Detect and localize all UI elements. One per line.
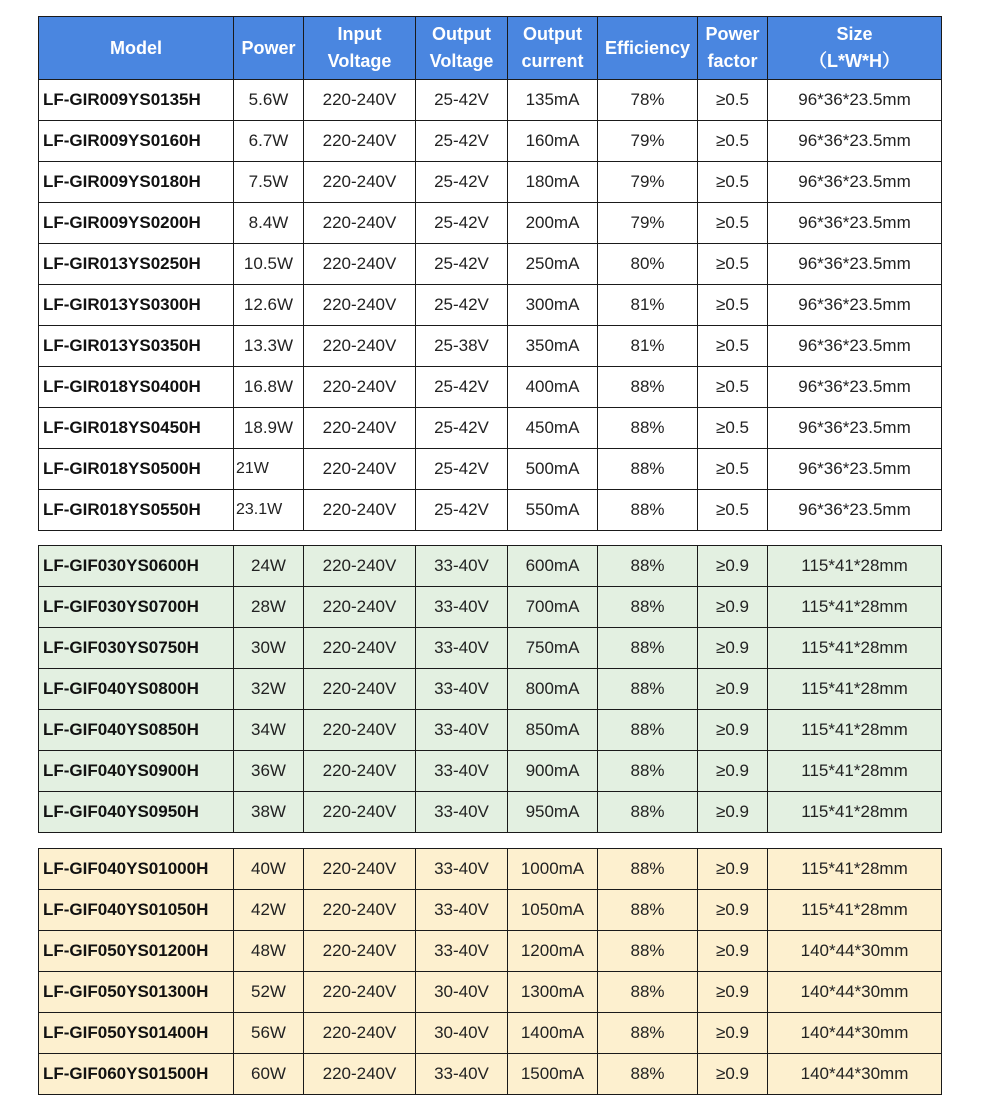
output-voltage-cell: 25-42V (416, 408, 508, 449)
power-factor-cell: ≥0.5 (698, 121, 768, 162)
output-voltage-cell: 33-40V (416, 792, 508, 833)
header-size: Size （L*W*H） (768, 17, 942, 80)
output-voltage-cell: 30-40V (416, 972, 508, 1013)
table-row (39, 203, 942, 244)
power-cell: 42W (234, 890, 304, 931)
size-cell: 96*36*23.5mm (768, 203, 942, 244)
input-voltage-cell: 220-240V (304, 80, 416, 121)
output-current-cell: 450mA (508, 408, 598, 449)
model-cell: LF-GIF030YS0600H (39, 546, 234, 587)
power-cell: 16.8W (234, 367, 304, 408)
input-voltage-cell: 220-240V (304, 792, 416, 833)
output-voltage-cell: 33-40V (416, 628, 508, 669)
efficiency-cell: 88% (598, 669, 698, 710)
input-voltage-cell: 220-240V (304, 121, 416, 162)
efficiency-cell: 88% (598, 972, 698, 1013)
efficiency-cell: 88% (598, 792, 698, 833)
table-row (39, 890, 942, 931)
model-cell: LF-GIF030YS0750H (39, 628, 234, 669)
output-current-cell: 550mA (508, 490, 598, 531)
model-cell: LF-GIR013YS0350H (39, 326, 234, 367)
header-output-voltage: Output Voltage (416, 17, 508, 80)
size-cell: 115*41*28mm (768, 890, 942, 931)
output-voltage-cell: 25-42V (416, 367, 508, 408)
table-row (39, 162, 942, 203)
table-row (39, 490, 942, 531)
model-cell: LF-GIR018YS0500H (39, 449, 234, 490)
model-cell: LF-GIF060YS01500H (39, 1054, 234, 1095)
size-cell: 115*41*28mm (768, 628, 942, 669)
output-voltage-cell: 33-40V (416, 587, 508, 628)
output-current-cell: 300mA (508, 285, 598, 326)
output-voltage-cell: 33-40V (416, 669, 508, 710)
output-current-cell: 750mA (508, 628, 598, 669)
output-voltage-cell: 25-42V (416, 490, 508, 531)
power-cell: 34W (234, 710, 304, 751)
header-input-voltage: Input Voltage (304, 17, 416, 80)
power-cell: 52W (234, 972, 304, 1013)
input-voltage-cell: 220-240V (304, 244, 416, 285)
model-cell: LF-GIF030YS0700H (39, 587, 234, 628)
table-row (39, 80, 942, 121)
size-cell: 96*36*23.5mm (768, 80, 942, 121)
table-row (39, 121, 942, 162)
header-power: Power (234, 17, 304, 80)
input-voltage-cell: 220-240V (304, 751, 416, 792)
power-factor-cell: ≥0.9 (698, 751, 768, 792)
size-cell: 115*41*28mm (768, 751, 942, 792)
output-voltage-cell: 33-40V (416, 931, 508, 972)
input-voltage-cell: 220-240V (304, 162, 416, 203)
model-cell: LF-GIF040YS0950H (39, 792, 234, 833)
efficiency-cell: 79% (598, 121, 698, 162)
efficiency-cell: 81% (598, 285, 698, 326)
efficiency-cell: 88% (598, 931, 698, 972)
output-voltage-cell: 25-42V (416, 285, 508, 326)
output-current-cell: 160mA (508, 121, 598, 162)
input-voltage-cell: 220-240V (304, 710, 416, 751)
power-cell: 48W (234, 931, 304, 972)
power-factor-cell: ≥0.5 (698, 162, 768, 203)
size-cell: 115*41*28mm (768, 587, 942, 628)
size-cell: 115*41*28mm (768, 710, 942, 751)
table-row (39, 628, 942, 669)
model-cell: LF-GIF040YS0800H (39, 669, 234, 710)
table-row (39, 669, 942, 710)
output-voltage-cell: 33-40V (416, 890, 508, 931)
input-voltage-cell: 220-240V (304, 490, 416, 531)
power-factor-cell: ≥0.9 (698, 931, 768, 972)
input-voltage-cell: 220-240V (304, 285, 416, 326)
power-factor-cell: ≥0.5 (698, 490, 768, 531)
efficiency-cell: 80% (598, 244, 698, 285)
output-voltage-cell: 33-40V (416, 1054, 508, 1095)
output-current-cell: 850mA (508, 710, 598, 751)
efficiency-cell: 88% (598, 1054, 698, 1095)
output-voltage-cell: 25-42V (416, 203, 508, 244)
size-cell: 140*44*30mm (768, 1013, 942, 1054)
output-current-cell: 200mA (508, 203, 598, 244)
efficiency-cell: 88% (598, 546, 698, 587)
table-row (39, 931, 942, 972)
model-cell: LF-GIF040YS0900H (39, 751, 234, 792)
power-cell: 18.9W (234, 408, 304, 449)
power-cell: 5.6W (234, 80, 304, 121)
spec-table-group-3 (38, 848, 942, 1095)
power-cell: 21W (234, 449, 304, 490)
size-cell: 96*36*23.5mm (768, 326, 942, 367)
output-current-cell: 900mA (508, 751, 598, 792)
size-cell: 115*41*28mm (768, 792, 942, 833)
efficiency-cell: 88% (598, 587, 698, 628)
table-row (39, 751, 942, 792)
input-voltage-cell: 220-240V (304, 890, 416, 931)
output-current-cell: 1200mA (508, 931, 598, 972)
output-current-cell: 350mA (508, 326, 598, 367)
model-cell: LF-GIR009YS0135H (39, 80, 234, 121)
table-row (39, 1054, 942, 1095)
efficiency-cell: 88% (598, 490, 698, 531)
header-output-current: Output current (508, 17, 598, 80)
table-row (39, 1013, 942, 1054)
power-factor-cell: ≥0.9 (698, 972, 768, 1013)
output-voltage-cell: 33-40V (416, 751, 508, 792)
input-voltage-cell: 220-240V (304, 326, 416, 367)
input-voltage-cell: 220-240V (304, 587, 416, 628)
size-cell: 115*41*28mm (768, 546, 942, 587)
output-current-cell: 1050mA (508, 890, 598, 931)
power-cell: 56W (234, 1013, 304, 1054)
output-current-cell: 800mA (508, 669, 598, 710)
power-cell: 23.1W (234, 490, 304, 531)
power-factor-cell: ≥0.5 (698, 367, 768, 408)
size-cell: 96*36*23.5mm (768, 285, 942, 326)
table-row (39, 408, 942, 449)
size-cell: 96*36*23.5mm (768, 121, 942, 162)
efficiency-cell: 88% (598, 710, 698, 751)
size-cell: 96*36*23.5mm (768, 244, 942, 285)
table-row (39, 972, 942, 1013)
table-row (39, 849, 942, 890)
output-voltage-cell: 30-40V (416, 1013, 508, 1054)
output-voltage-cell: 25-42V (416, 449, 508, 490)
output-current-cell: 400mA (508, 367, 598, 408)
power-factor-cell: ≥0.5 (698, 326, 768, 367)
power-factor-cell: ≥0.5 (698, 449, 768, 490)
table-row (39, 710, 942, 751)
input-voltage-cell: 220-240V (304, 972, 416, 1013)
power-factor-cell: ≥0.5 (698, 285, 768, 326)
table-row (39, 244, 942, 285)
output-voltage-cell: 25-38V (416, 326, 508, 367)
efficiency-cell: 88% (598, 849, 698, 890)
input-voltage-cell: 220-240V (304, 408, 416, 449)
model-cell: LF-GIF040YS01000H (39, 849, 234, 890)
size-cell: 96*36*23.5mm (768, 367, 942, 408)
efficiency-cell: 88% (598, 751, 698, 792)
output-voltage-cell: 33-40V (416, 546, 508, 587)
power-factor-cell: ≥0.9 (698, 710, 768, 751)
model-cell: LF-GIF040YS0850H (39, 710, 234, 751)
model-cell: LF-GIR018YS0550H (39, 490, 234, 531)
output-current-cell: 1500mA (508, 1054, 598, 1095)
size-cell: 140*44*30mm (768, 931, 942, 972)
power-cell: 10.5W (234, 244, 304, 285)
input-voltage-cell: 220-240V (304, 546, 416, 587)
size-cell: 115*41*28mm (768, 849, 942, 890)
size-cell: 96*36*23.5mm (768, 162, 942, 203)
power-cell: 40W (234, 849, 304, 890)
output-voltage-cell: 25-42V (416, 80, 508, 121)
size-cell: 96*36*23.5mm (768, 490, 942, 531)
header-power-factor: Power factor (698, 17, 768, 80)
table-row (39, 326, 942, 367)
power-cell: 60W (234, 1054, 304, 1095)
input-voltage-cell: 220-240V (304, 449, 416, 490)
size-cell: 115*41*28mm (768, 669, 942, 710)
model-cell: LF-GIR009YS0180H (39, 162, 234, 203)
efficiency-cell: 79% (598, 162, 698, 203)
power-factor-cell: ≥0.5 (698, 408, 768, 449)
power-factor-cell: ≥0.5 (698, 244, 768, 285)
power-factor-cell: ≥0.9 (698, 1013, 768, 1054)
power-factor-cell: ≥0.9 (698, 849, 768, 890)
model-cell: LF-GIF040YS01050H (39, 890, 234, 931)
output-voltage-cell: 25-42V (416, 244, 508, 285)
input-voltage-cell: 220-240V (304, 203, 416, 244)
model-cell: LF-GIR018YS0450H (39, 408, 234, 449)
efficiency-cell: 88% (598, 408, 698, 449)
output-voltage-cell: 33-40V (416, 710, 508, 751)
power-cell: 7.5W (234, 162, 304, 203)
output-voltage-cell: 25-42V (416, 162, 508, 203)
efficiency-cell: 88% (598, 367, 698, 408)
power-cell: 32W (234, 669, 304, 710)
model-cell: LF-GIR013YS0250H (39, 244, 234, 285)
power-factor-cell: ≥0.9 (698, 546, 768, 587)
power-factor-cell: ≥0.9 (698, 628, 768, 669)
power-cell: 38W (234, 792, 304, 833)
input-voltage-cell: 220-240V (304, 849, 416, 890)
power-cell: 36W (234, 751, 304, 792)
efficiency-cell: 88% (598, 628, 698, 669)
efficiency-cell: 78% (598, 80, 698, 121)
input-voltage-cell: 220-240V (304, 1013, 416, 1054)
power-cell: 28W (234, 587, 304, 628)
power-factor-cell: ≥0.9 (698, 669, 768, 710)
power-factor-cell: ≥0.9 (698, 587, 768, 628)
power-factor-cell: ≥0.9 (698, 792, 768, 833)
efficiency-cell: 88% (598, 890, 698, 931)
input-voltage-cell: 220-240V (304, 367, 416, 408)
output-current-cell: 700mA (508, 587, 598, 628)
efficiency-cell: 79% (598, 203, 698, 244)
model-cell: LF-GIF050YS01400H (39, 1013, 234, 1054)
output-voltage-cell: 25-42V (416, 121, 508, 162)
power-factor-cell: ≥0.5 (698, 80, 768, 121)
header-row (39, 17, 942, 80)
model-cell: LF-GIR009YS0160H (39, 121, 234, 162)
efficiency-cell: 81% (598, 326, 698, 367)
output-current-cell: 1300mA (508, 972, 598, 1013)
table-row (39, 367, 942, 408)
output-current-cell: 135mA (508, 80, 598, 121)
efficiency-cell: 88% (598, 449, 698, 490)
output-current-cell: 500mA (508, 449, 598, 490)
power-cell: 12.6W (234, 285, 304, 326)
table-row (39, 792, 942, 833)
output-current-cell: 250mA (508, 244, 598, 285)
power-cell: 13.3W (234, 326, 304, 367)
model-cell: LF-GIR013YS0300H (39, 285, 234, 326)
header-model: Model (39, 17, 234, 80)
spec-table-group-1 (38, 79, 942, 531)
table-row (39, 587, 942, 628)
input-voltage-cell: 220-240V (304, 1054, 416, 1095)
output-current-cell: 600mA (508, 546, 598, 587)
input-voltage-cell: 220-240V (304, 628, 416, 669)
size-cell: 96*36*23.5mm (768, 408, 942, 449)
table-row (39, 546, 942, 587)
model-cell: LF-GIF050YS01300H (39, 972, 234, 1013)
power-cell: 8.4W (234, 203, 304, 244)
power-factor-cell: ≥0.5 (698, 203, 768, 244)
output-voltage-cell: 33-40V (416, 849, 508, 890)
output-current-cell: 1000mA (508, 849, 598, 890)
power-factor-cell: ≥0.9 (698, 890, 768, 931)
spec-table-header (38, 16, 942, 80)
input-voltage-cell: 220-240V (304, 931, 416, 972)
power-factor-cell: ≥0.9 (698, 1054, 768, 1095)
size-cell: 96*36*23.5mm (768, 449, 942, 490)
table-row (39, 285, 942, 326)
model-cell: LF-GIR009YS0200H (39, 203, 234, 244)
model-cell: LF-GIF050YS01200H (39, 931, 234, 972)
power-cell: 30W (234, 628, 304, 669)
input-voltage-cell: 220-240V (304, 669, 416, 710)
output-current-cell: 180mA (508, 162, 598, 203)
spec-table-group-2 (38, 545, 942, 833)
header-efficiency: Efficiency (598, 17, 698, 80)
size-cell: 140*44*30mm (768, 972, 942, 1013)
output-current-cell: 950mA (508, 792, 598, 833)
model-cell: LF-GIR018YS0400H (39, 367, 234, 408)
table-row (39, 449, 942, 490)
size-cell: 140*44*30mm (768, 1054, 942, 1095)
power-cell: 6.7W (234, 121, 304, 162)
output-current-cell: 1400mA (508, 1013, 598, 1054)
power-cell: 24W (234, 546, 304, 587)
efficiency-cell: 88% (598, 1013, 698, 1054)
